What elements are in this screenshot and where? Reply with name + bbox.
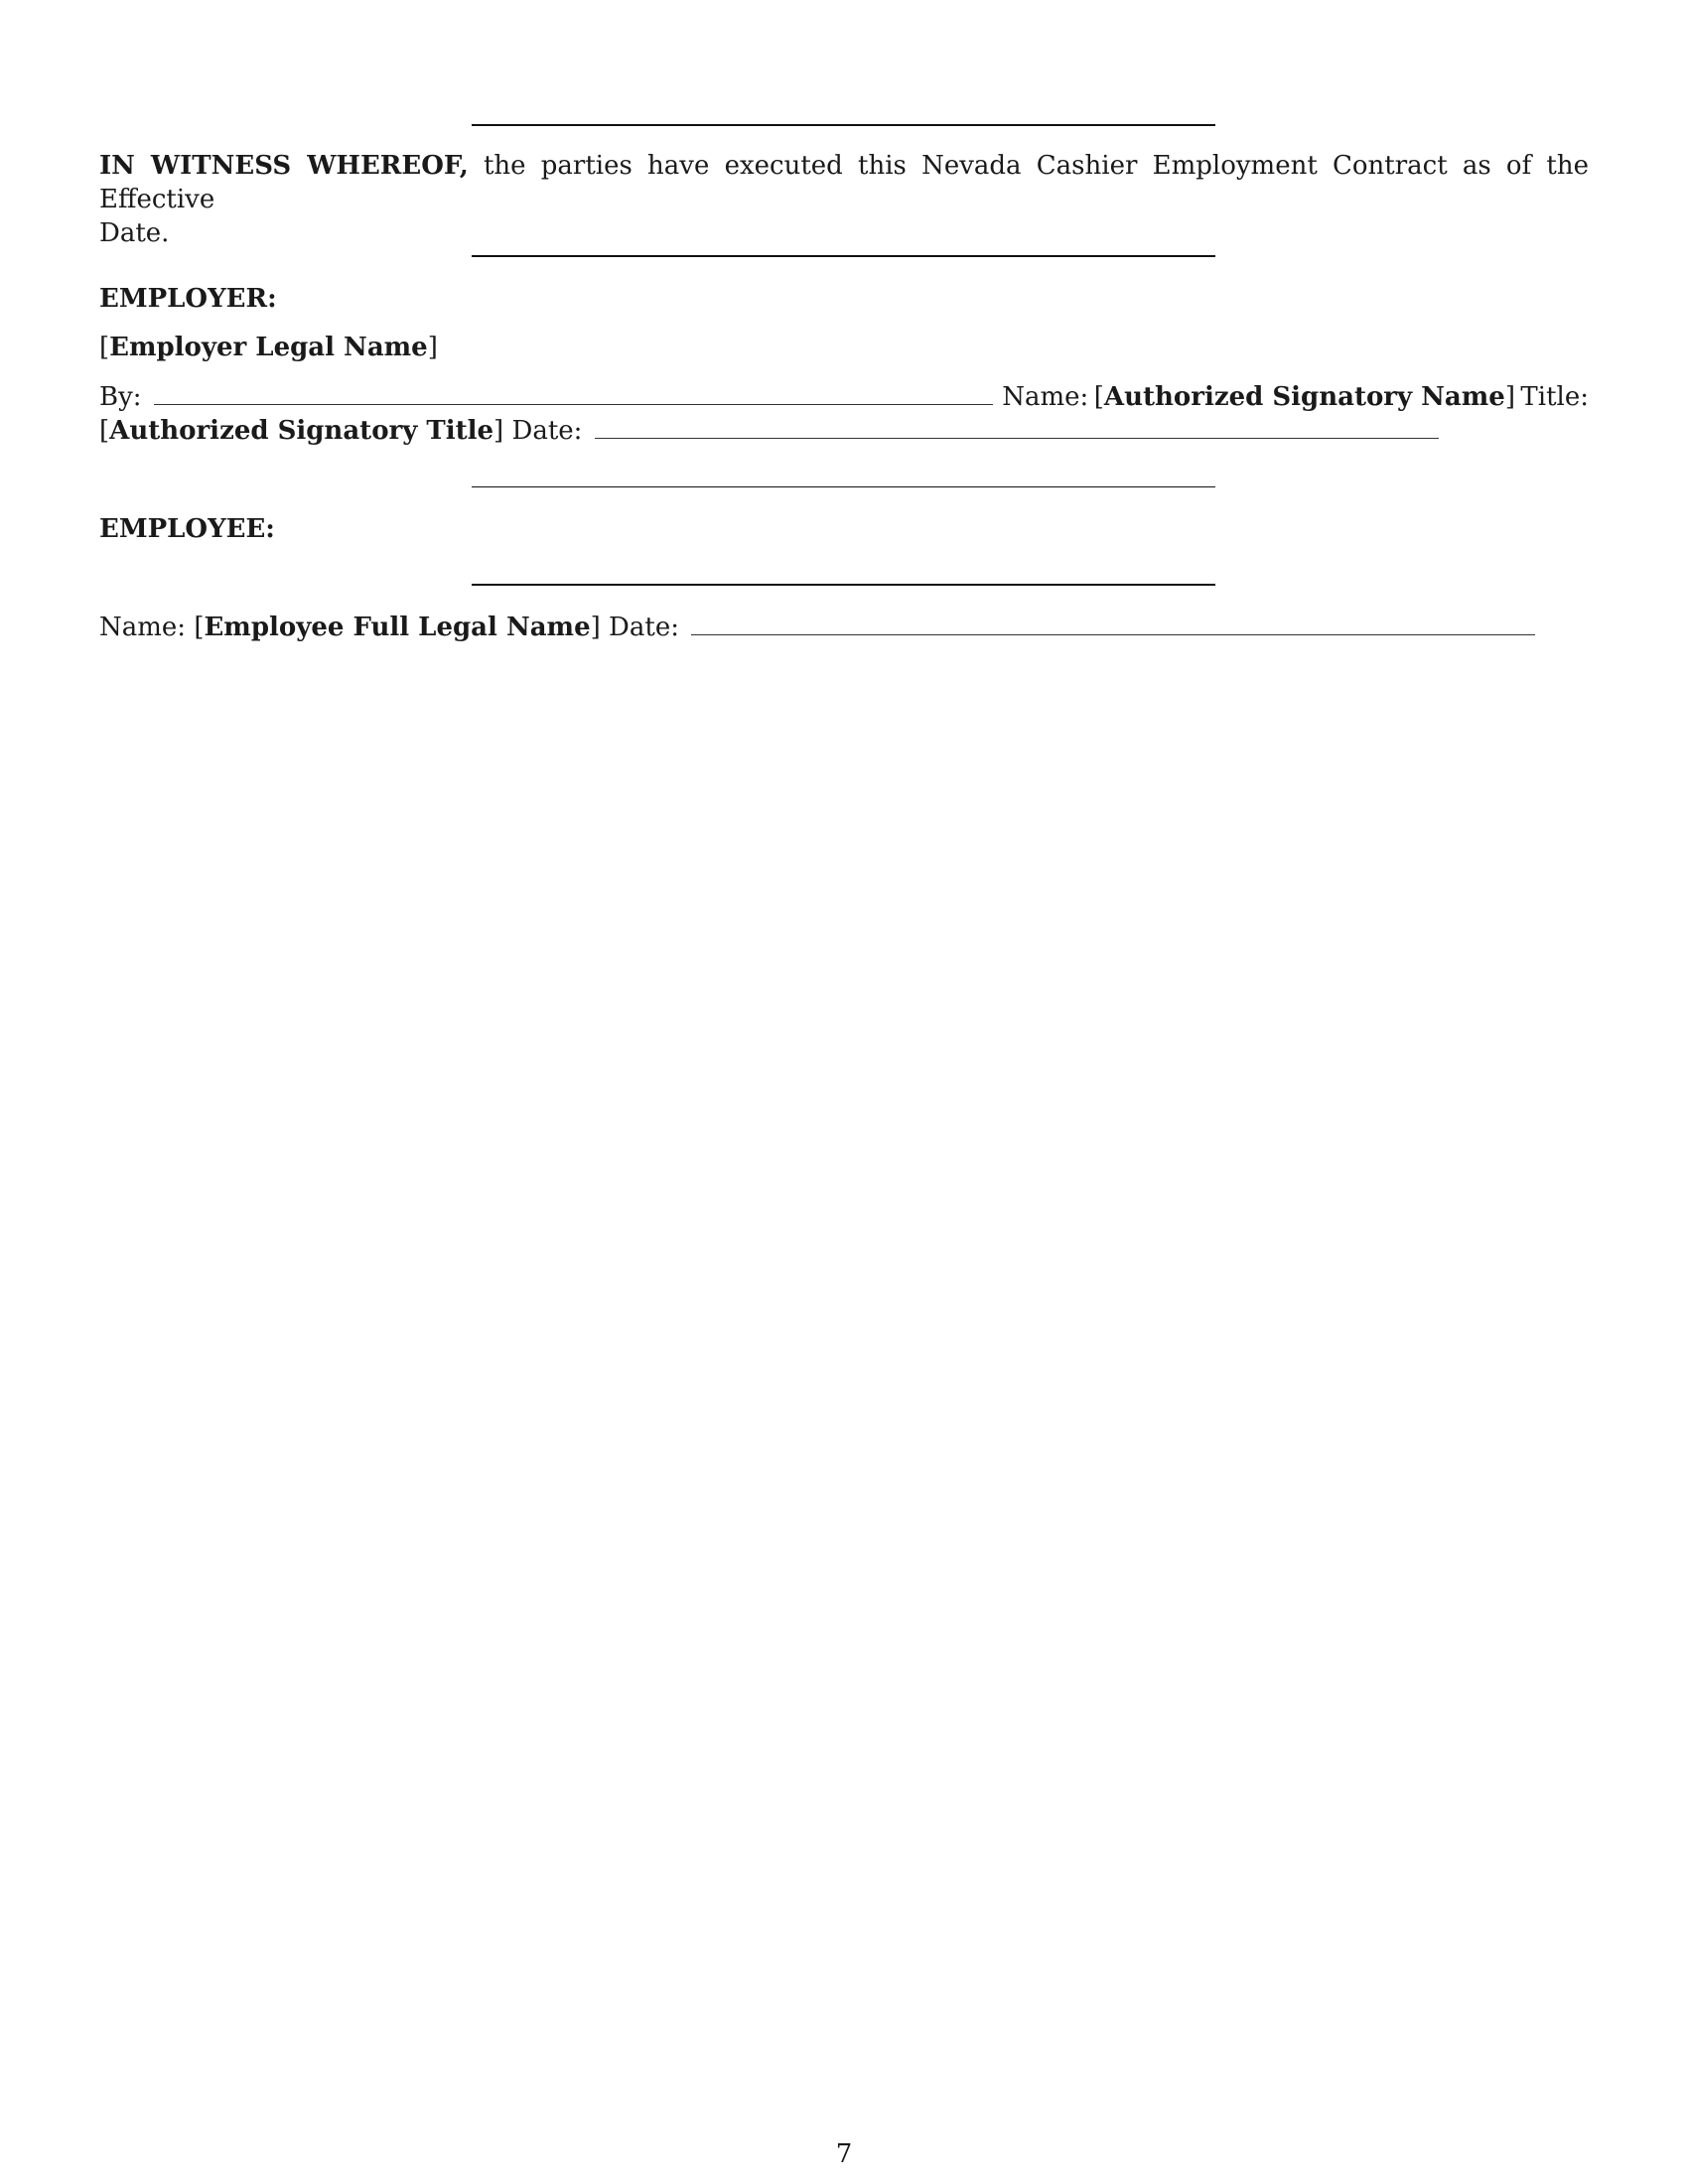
employer-signature-row: By: Name: [Authorized Signatory Name] Title: — [99, 382, 1589, 412]
witness-line-2: Date. — [99, 218, 170, 248]
witness-lead: IN WITNESS WHEREOF, — [99, 151, 469, 181]
separator-rule — [472, 124, 1215, 126]
witness-paragraph — [99, 149, 1589, 250]
separator-rule — [472, 255, 1215, 257]
employer-heading: EMPLOYER: — [99, 284, 277, 314]
witness-line-1 — [99, 149, 1589, 216]
employee-full-legal-name: Employee Full Legal Name — [204, 613, 591, 642]
employee-date-label: Date: — [609, 613, 679, 642]
employee-name-label: Name: — [99, 613, 187, 642]
witness-body-line-1: the parties have executed this Nevada Cashier Employment Contract as of the Effective — [99, 151, 1590, 214]
employee-name-date-row: Name: [Employee Full Legal Name] Date: — [99, 611, 1589, 644]
employer-date-line[interactable] — [595, 416, 1439, 439]
employee-heading: EMPLOYEE: — [99, 514, 275, 544]
employer-title-date-row: [Authorized Signatory Title] Date: — [99, 414, 1589, 448]
page-number: 7 — [835, 2139, 853, 2169]
employer-date-label: Date: — [511, 416, 583, 446]
employer-legal-name: Employer Legal Name — [109, 333, 428, 362]
separator-rule — [472, 584, 1215, 586]
title-label: Title: — [1520, 382, 1589, 412]
signatory-name-label: Name: — [1002, 382, 1089, 412]
by-label: By: — [99, 382, 142, 412]
signatory-name: Authorized Signatory Name — [1103, 382, 1505, 412]
employer-legal-name-line: [Employer Legal Name] — [99, 333, 438, 362]
employer-signature-line[interactable] — [154, 382, 993, 405]
signatory-title: Authorized Signatory Title — [109, 416, 494, 446]
employee-date-line[interactable] — [691, 613, 1535, 635]
separator-rule — [472, 486, 1215, 487]
